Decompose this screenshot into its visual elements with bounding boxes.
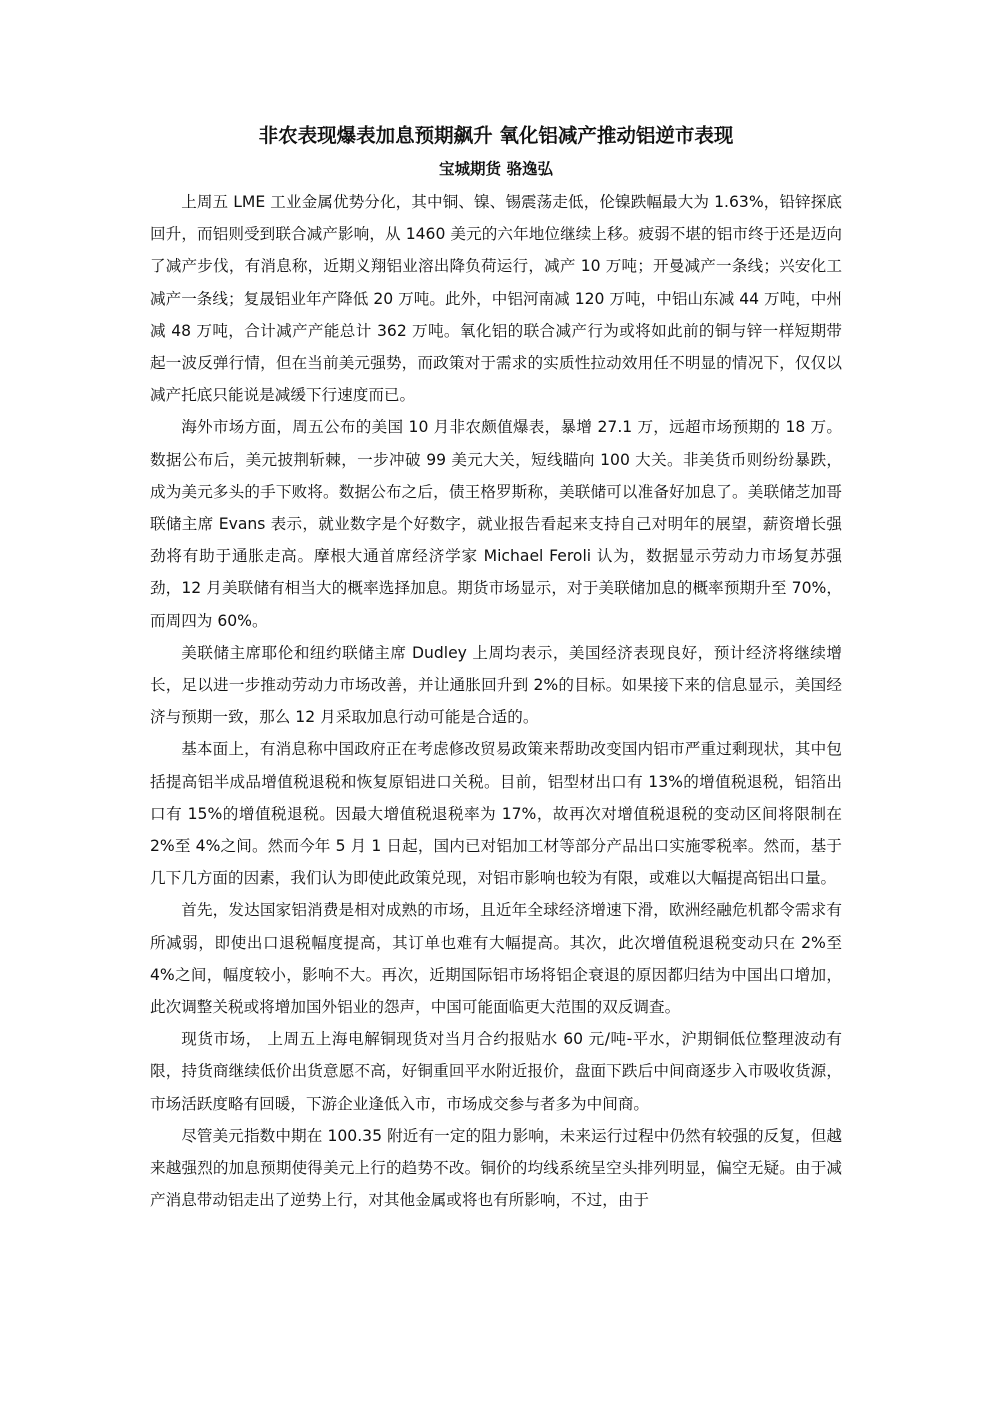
paragraph-1: 上周五 LME 工业金属优势分化，其中铜、镍、锡震荡走低，伦镍跌幅最大为 1.63%，铅锌探底回升，而铝则受到联合减产影响，从 1460 美元的六年地位继续上移。疲弱不堪的铝市终于还是迈向了减产步伐，有消息称，近期义翔铝业溶出降负荷运行，减产 10 万吨；开曼减产一条线；兴安化工减产一条线；复晟铝业年产降低 20 万吨。此外，中铝河南减 120 万吨，中铝山东减 44 万吨，中州减 48 万吨，合计减产产能总计 362 万吨。氧化铝的联合减产行为或将如此前的铜与锌一样短期带起一波反弹行情，但在当前美元强势，而政策对于需求的实质性拉动效用任不明显的情况下，仅仅以减产托底只能说是减缓下行速度而已。 [150,193,842,405]
paragraph-3: 美联储主席耶伦和纽约联储主席 Dudley 上周均表示，美国经济表现良好，预计经济将继续增长，足以进一步推动劳动力市场改善，并让通胀回升到 2%的目标。如果接下来的信息显示，美国经济与预期一致，那么 12 月采取加息行动可能是合适的。 [150,643,842,727]
document-body [150,186,842,1217]
paragraph-5: 首先，发达国家铝消费是相对成熟的市场，且近年全球经济增速下滑，欧洲经融危机都令需求有所减弱，即使出口退税幅度提高，其订单也难有大幅提高。其次，此次增值税退税变动只在 2%至 4%之间，幅度较小，影响不大。再次，近期国际铝市场将铝企衰退的原因都归结为中国出口增加，此次调整关税或将增加国外铝业的怨声，中国可能面临更大范围的双反调查。 [150,901,842,1017]
paragraph-2: 海外市场方面，周五公布的美国 10 月非农颇值爆表，暴增 27.1 万，远超市场预期的 18 万。数据公布后，美元披荆斩棘，一步冲破 99 美元大关，短线瞄向 100 大关。非美货币则纷纷暴跌，成为美元多头的手下败将。数据公布之后，债王格罗斯称，美联储可以准备好加息了。美联储芝加哥联储主席 Evans 表示，就业数字是个好数字，就业报告看起来支持自己对明年的展望，薪资增长强劲将有助于通胀走高。摩根大通首席经济学家 Michael Feroli 认为，数据显示劳动力市场复苏强劲，12 月美联储有相当大的概率选择加息。期货市场显示，对于美联储加息的概率预期升至 70%，而周四为 60%。 [150,418,842,630]
paragraph-7: 尽管美元指数中期在 100.35 附近有一定的阻力影响，未来运行过程中仍然有较强的反复，但越来越强烈的加息预期使得美元上行的趋势不改。铜价的均线系统呈空头排列明显，偏空无疑。由于减产消息带动铝走出了逆势上行，对其他金属或将也有所影响，不过，由于 [150,1126,842,1210]
paragraph-4: 基本面上，有消息称中国政府正在考虑修改贸易政策来帮助改变国内铝市严重过剩现状，其中包括提高铝半成品增值税退税和恢复原铝进口关税。目前，铝型材出口有 13%的增值税退税，铝箔出口有 15%的增值税退税。因最大增值税退税率为 17%，故再次对增值税退税的变动区间将限制在 2%至 4%之间。然而今年 5 月 1 日起，国内已对铝加工材等部分产品出口实施零税率。然而，基于几下几方面的因素，我们认为即使此政策兑现，对铝市影响也较为有限，或难以大幅提高铝出口量。 [150,740,842,888]
paragraph-6: 现货市场， 上周五上海电解铜现货对当月合约报贴水 60 元/吨-平水，沪期铜低位整理波动有限，持货商继续低价出货意愿不高，好铜重回平水附近报价，盘面下跌后中间商逐步入市吸收货源，市场活跃度略有回暖，下游企业逢低入市，市场成交参与者多为中间商。 [150,1030,842,1113]
document-author: 宝城期货 骆逸弘 [439,160,553,178]
document-title: 非农表现爆表加息预期飙升 氧化铝减产推动铝逆市表现 [258,124,734,147]
